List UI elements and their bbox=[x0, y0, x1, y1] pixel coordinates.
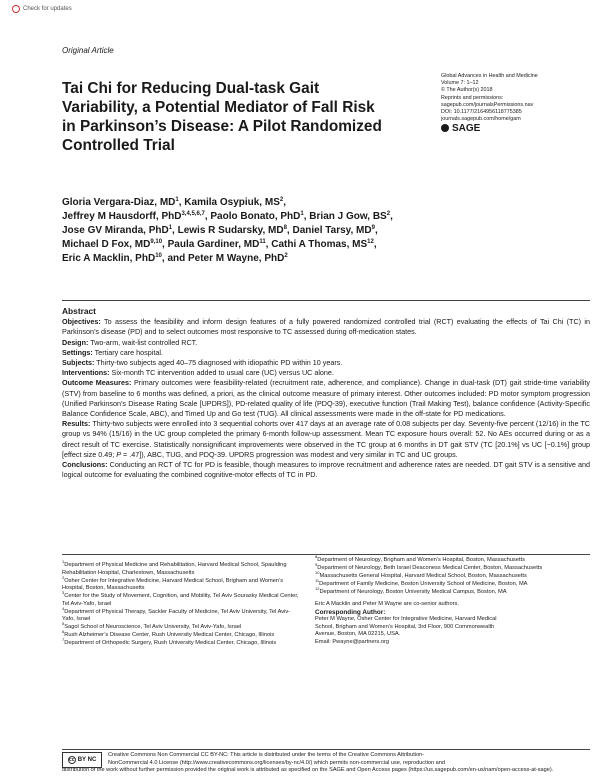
author: Gloria Vergara-Diaz, MD bbox=[62, 197, 176, 208]
journal-name: Global Advances in Health and Medicine bbox=[441, 73, 538, 79]
affiliation bbox=[62, 629, 302, 643]
updates-icon bbox=[12, 5, 20, 13]
affiliation-text: Osher Center for Integrative Medicine, Harvard Medical School, Brigham and Women’s Hospital, Boston, Massachusetts bbox=[62, 577, 284, 592]
license-line[interactable]: NonCommercial 4.0 License (http://www.creativecommons.org/licenses/by-nc/4.0/) which permits non-commercial use, reproduction and bbox=[108, 759, 446, 766]
author: Jeffrey M Hausdorff, PhD bbox=[62, 211, 182, 222]
abstract-top-divider bbox=[62, 300, 590, 301]
author: and Peter M Wayne, PhD bbox=[167, 253, 285, 264]
abstract-conclusions bbox=[62, 460, 590, 480]
corresponding-email[interactable]: Email: Pwayne@partners.org bbox=[315, 638, 390, 645]
affiliation-text: Rush Alzheimer’s Disease Center, Rush University Medical Center, Chicago, Illinois bbox=[64, 632, 275, 639]
updates-label: Check for updates bbox=[23, 6, 72, 12]
settings-text: Tertiary care hospital. bbox=[94, 347, 163, 357]
affiliation bbox=[62, 637, 302, 648]
affiliation-text: Department of Neurology, Beth Israel Deaconess Medical Center, Boston, Massachusetts bbox=[317, 564, 543, 571]
author-affiliation: 3,4,5,6,7 bbox=[181, 211, 205, 217]
affiliation-text: Department of Physical Medicine and Rehabilitation, Harvard Medical School, Spaulding Rehabilitation Hospital, Charlestown, Massachusetts bbox=[62, 562, 287, 576]
author: Cathi A Thomas, MS bbox=[271, 239, 368, 250]
abstract-results bbox=[62, 419, 590, 460]
affiliation-text: Department of Physical Therapy, Sackler Faculty of Medicine, Tel Aviv University, Tel Aviv-Yafo, Israel bbox=[62, 608, 291, 623]
interventions-label: Interventions: bbox=[62, 368, 110, 378]
cc-badge-label: BY NC bbox=[77, 757, 97, 763]
abstract-objectives bbox=[62, 317, 590, 337]
affiliation bbox=[62, 574, 302, 596]
subjects-text: Thirty-two subjects aged 40–75 diagnosed with idiopathic PD within 10 years. bbox=[96, 358, 343, 368]
corresponding-line: Avenue, Boston, MA 02215, USA. bbox=[315, 631, 401, 638]
affiliation-number: 12 bbox=[315, 585, 320, 591]
outcomes-text: Primary outcomes were feasibility-related (recruitment rate, adherence, and compliance). Change in dual-task (DT) gait stride-time variability (STV) from baseline to 6 months was defined, a priori, as the clinical outcome measure of primary interest. Other outcomes included: PD motor symptom progression (Unified Parkinson’s Disease Rating Scale [UPDRS]), PD-related quality of life (PDQ-39), executive function (Trail Making Test), balance confidence (Activity-Specific Balance Confidence Scale, ABC), and Timed Up and Go test (TUG). All clinical assessments were made in the off-state for PD medications. bbox=[62, 378, 590, 419]
affiliation-text: Center for the Study of Movement, Cognition, and Mobility, Tel Aviv Sourasky Medical Center, Tel Aviv-Yafo, Israel bbox=[62, 593, 299, 607]
affiliation bbox=[315, 585, 590, 597]
author-affiliation: 2 bbox=[386, 211, 391, 217]
abstract-subjects bbox=[62, 358, 590, 368]
outcomes-label: Outcome Measures: bbox=[62, 378, 132, 388]
design-text: Two-arm, wait-list controlled RCT. bbox=[90, 337, 198, 347]
affiliation-number: 8 bbox=[315, 554, 318, 559]
affiliation bbox=[62, 590, 302, 608]
results-label: Results: bbox=[62, 419, 91, 429]
check-for-updates-badge[interactable] bbox=[12, 5, 72, 13]
author-affiliation: 1 bbox=[300, 211, 304, 217]
article-type: Original Article bbox=[62, 46, 114, 55]
affiliation-text: Sagol School of Neuroscience, Tel Aviv University, Tel Aviv-Yafo, Israel bbox=[64, 624, 242, 631]
author: Eric A Macklin, PhD bbox=[62, 253, 156, 264]
affiliation bbox=[315, 577, 590, 589]
author: Paula Gardiner, MD bbox=[167, 239, 260, 250]
author: Daniel Tarsy, MD bbox=[292, 225, 372, 236]
affiliation bbox=[62, 605, 302, 627]
settings-label: Settings: bbox=[62, 347, 93, 357]
title-line: Controlled Trial bbox=[62, 137, 175, 154]
author-affiliation: 8 bbox=[283, 225, 287, 231]
affiliation bbox=[315, 561, 590, 573]
affiliation-number: 5 bbox=[62, 621, 65, 627]
affiliation-number: 9 bbox=[315, 561, 318, 567]
affiliation-number: 6 bbox=[62, 629, 65, 635]
affiliation-number: 10 bbox=[315, 569, 320, 575]
journal-home-link[interactable]: journals.sagepub.com/home/gam bbox=[441, 116, 521, 123]
permissions-link[interactable]: sagepub.com/journalsPermissions.nav bbox=[441, 101, 534, 108]
affiliation bbox=[315, 569, 590, 581]
title-line: Tai Chi for Reducing Dual-task Gait bbox=[62, 80, 320, 97]
affiliation-number: 11 bbox=[315, 577, 320, 583]
author-affiliation: 10 bbox=[155, 253, 162, 259]
affiliation bbox=[62, 559, 302, 577]
author-affiliation: 1 bbox=[168, 225, 173, 231]
author-list: Gloria Vergara-Diaz, $MD^1$, Kamila Osypiuk, $MS^2$, Jeffrey M Hausdorff, PhD$^{3,4,5,6,7}$, Paolo Bonato, PhD$^1$, Brian J Gow, $BS^2$, Jose GV Miranda, PhD$^1$, Lewis R Sudarsky, $MD^8$, Daniel Tarsy, $MD^9$, Michael D Fox, MD$^{9,10}$, Paula Gardiner, MD$^{11}$, Cathi A Thomas, MS$^{12}$, Eric A Macklin, PhD$^{10}$, and Peter M Wayne, PhD$^2$ bbox=[62, 197, 393, 264]
conclusions-text: Conducting an RCT of TC for PD is feasible, though measures to improve recruitment and adherence rates are needed. DT gait STV is a sensitive and logical outcome for evaluating the combined cognitive-motor effects of TC in PD. bbox=[62, 460, 591, 480]
doi[interactable]: DOI: 10.1177/2164956118775385 bbox=[441, 109, 522, 116]
interventions-text: Six-month TC intervention added to usual care (UC) versus UC alone. bbox=[111, 368, 334, 378]
author: Paolo Bonato, PhD bbox=[210, 211, 301, 222]
license-statement bbox=[62, 752, 590, 775]
journal-meta bbox=[441, 73, 591, 132]
author-affiliation: 11 bbox=[259, 239, 266, 245]
affiliation-text: Department of Orthopedic Surgery, Rush University Medical Center, Chicago, Illinois bbox=[64, 640, 277, 647]
author-affiliation: 1 bbox=[175, 197, 179, 203]
abstract-settings bbox=[62, 348, 590, 358]
author: Lewis R Sudarsky, MD bbox=[177, 225, 284, 236]
license-line[interactable]: distribution of the work without further permission provided the original work is attributed as specified on the SAGE and Open Access pages (https://us.sagepub.com/en-us/nam/open-access-at-sage). bbox=[62, 767, 554, 773]
co-senior-note: Eric A Macklin and Peter M Wayne are co-senior authors. bbox=[315, 600, 459, 607]
cc-license-badge[interactable] bbox=[62, 752, 102, 768]
author-affiliation: 12 bbox=[367, 239, 374, 245]
article-title bbox=[62, 79, 437, 155]
license-divider bbox=[62, 749, 590, 750]
sage-logo-icon bbox=[441, 124, 449, 132]
abstract-design bbox=[62, 338, 590, 348]
affiliations-right bbox=[315, 554, 590, 646]
affiliation-number: 7 bbox=[62, 637, 65, 643]
affiliation-text: Massachusetts General Hospital, Harvard Medical School, Boston, Massachusetts bbox=[319, 572, 527, 579]
abstract-interventions bbox=[62, 368, 590, 378]
corresponding-author-heading: Corresponding Author: bbox=[315, 608, 386, 616]
conclusions-label: Conclusions: bbox=[62, 460, 108, 470]
author: Jose GV Miranda, PhD bbox=[62, 225, 169, 236]
author-affiliation: 9,10 bbox=[150, 239, 163, 245]
reprints-label: Reprints and permissions: bbox=[441, 94, 504, 101]
affiliation bbox=[62, 621, 302, 635]
author: Michael D Fox, MD bbox=[62, 239, 151, 250]
abstract bbox=[62, 306, 590, 480]
affiliation-number: 3 bbox=[62, 590, 65, 596]
affiliation-text: Department of Neurology, Brigham and Women’s Hospital, Boston, Massachusetts bbox=[317, 557, 525, 563]
affiliation-number: 4 bbox=[62, 605, 65, 611]
affiliation-text: Department of Neurology, Boston University Medical Campus, Boston, MA bbox=[319, 588, 507, 595]
title-line: Variability, a Potential Mediator of Fall Risk bbox=[62, 99, 375, 116]
copyright: © The Author(s) 2018 bbox=[441, 87, 493, 94]
author: Kamila Osypiuk, MS bbox=[184, 197, 280, 208]
affiliation-number: 1 bbox=[62, 559, 65, 564]
abstract-outcomes bbox=[62, 378, 590, 419]
sage-logo-text: SAGE bbox=[452, 122, 481, 134]
author-affiliation: 2 bbox=[284, 253, 288, 259]
results-text: Thirty-two subjects were enrolled into 3 sequential cohorts over 417 days at an average rate of 0.08 subjects per day. Seventy-five percent (12/16) in the TC group vs 94% (15/16) in the UC group completed the primary 6-month follow-up assessment. Mean TC exposure hours overall: 52. No AEs occurred during or as a direct result of TC exercise. Statistically nonsignificant improvements were observed in the TC group at 6 months in DT gait STV (TC [20.1%] vs UC [−0.1%] group [effect size 0.49; bbox=[62, 419, 590, 459]
affiliations-left bbox=[62, 559, 302, 648]
title-line: in Parkinson’s Disease: A Pilot Randomized bbox=[62, 118, 382, 135]
publisher-logo bbox=[441, 124, 591, 132]
affiliation-text: Department of Family Medicine, Boston University School of Medicine, Boston, MA bbox=[319, 580, 528, 587]
author: Brian J Gow, BS bbox=[309, 211, 387, 222]
author-affiliation: 9 bbox=[371, 225, 375, 231]
design-label: Design: bbox=[62, 337, 89, 347]
subjects-label: Subjects: bbox=[62, 358, 95, 368]
affiliation-number: 2 bbox=[62, 574, 65, 580]
p-value-symbol: P bbox=[116, 449, 122, 459]
journal-volume: Volume 7: 1–12 bbox=[441, 80, 479, 87]
abstract-bottom-divider bbox=[62, 554, 590, 555]
results-text-cont: = .47]), ABC, TUG, and PDQ-39. UPDRS progression was modest and very similar in TC and UC groups. bbox=[121, 449, 458, 459]
objectives-text: To assess the feasibility and inform design features of a fully powered randomized controlled trial (RCT) evaluating the effects of Tai Chi (TC) in Parkinson’s disease (PD) and to select outcomes most responsive to TC assessed during off-medication states. bbox=[62, 317, 590, 337]
affiliation bbox=[315, 554, 590, 565]
license-line: Creative Commons Non Commercial CC BY-NC: This article is distributed under the terms of the Creative Commons Attribution- bbox=[108, 752, 425, 758]
objectives-label: Objectives: bbox=[62, 317, 101, 327]
author-affiliation: 2 bbox=[279, 197, 284, 203]
corresponding-line: Peter M Wayne, Osher Center for Integrative Medicine, Harvard Medical bbox=[315, 616, 497, 623]
creative-commons-icon: cc bbox=[68, 757, 75, 763]
corresponding-line: School, Brigham and Women’s Hospital, 3rd Floor, 900 Commonwealth bbox=[315, 623, 495, 630]
abstract-heading: Abstract bbox=[62, 306, 96, 316]
